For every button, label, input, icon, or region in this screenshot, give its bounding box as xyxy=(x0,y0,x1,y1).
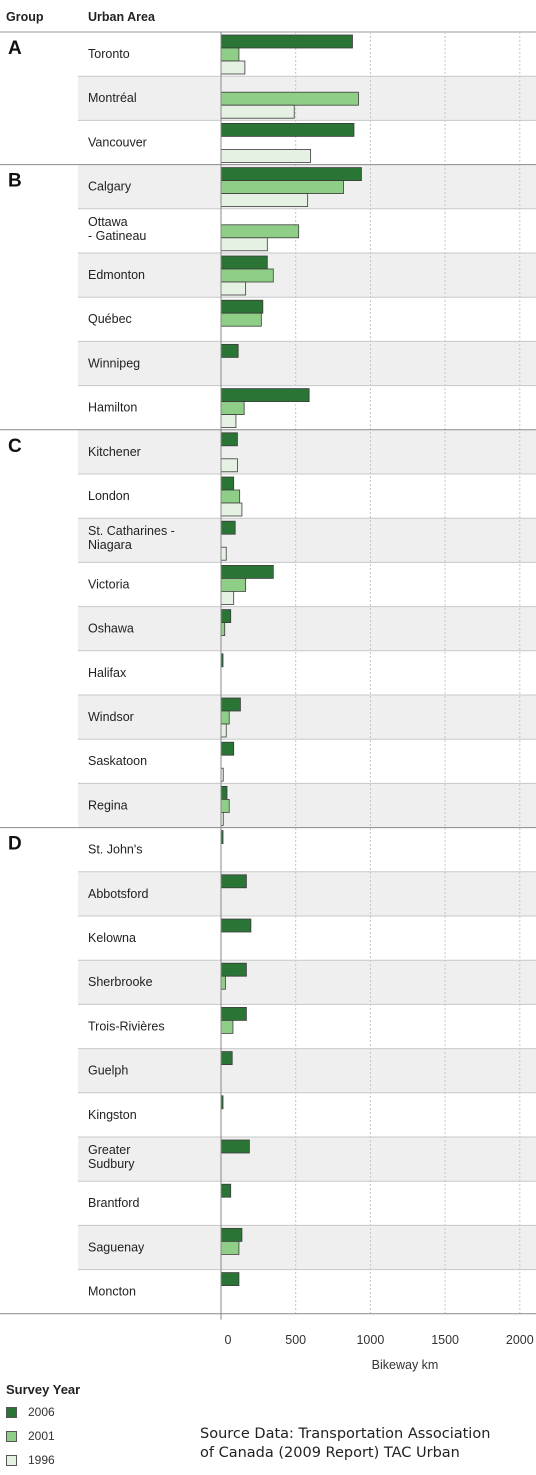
legend xyxy=(6,1382,156,1475)
row-band-guelph xyxy=(78,1049,536,1093)
area-label-montreal: Montréal xyxy=(88,91,137,106)
legend-swatch-2006 xyxy=(6,1407,17,1418)
area-label-windsor: Windsor xyxy=(88,710,134,724)
area-label-calgary: Calgary xyxy=(88,179,132,194)
area-label-guelph: Guelph xyxy=(88,1063,129,1078)
bar-victoria-2006 xyxy=(221,565,273,578)
bar-calgary-2006 xyxy=(221,168,361,181)
area-label-saskatoon: Saskatoon xyxy=(88,754,148,769)
legend-swatch-1996 xyxy=(6,1455,17,1466)
area-label-moncton: Moncton xyxy=(88,1284,136,1299)
bar-winnipeg-2006 xyxy=(221,344,238,357)
legend-label-2006: 2006 xyxy=(28,1405,55,1419)
bar-vancouver-2006 xyxy=(221,123,354,136)
bar-sherbrooke-2001 xyxy=(221,976,225,989)
legend-title: Survey Year xyxy=(6,1382,81,1397)
bar-oshawa-2001 xyxy=(221,623,225,636)
area-label-abbotsford: Abbotsford xyxy=(88,886,149,901)
bar-trois-rivieres-2006 xyxy=(221,1007,246,1020)
header-group: Group xyxy=(6,10,44,24)
bar-toronto-1996 xyxy=(221,61,245,74)
area-label-edmonton: Edmonton xyxy=(88,268,145,282)
x-axis-label: Bikeway km xyxy=(371,1357,439,1372)
group-label-C: C xyxy=(8,435,22,457)
row-band-oshawa xyxy=(78,607,536,651)
bar-edmonton-2006 xyxy=(221,256,267,269)
tick-label-1500: 1500 xyxy=(431,1332,460,1347)
area-label-greater-sudbury: Greater Sudbury xyxy=(88,1143,135,1171)
bar-kelowna-2006 xyxy=(221,919,251,932)
bar-hamilton-2001 xyxy=(221,402,244,415)
area-label-saguenay: Saguenay xyxy=(88,1240,145,1255)
bar-kitchener-2006 xyxy=(221,433,237,446)
bar-edmonton-2001 xyxy=(221,269,273,282)
area-label-victoria: Victoria xyxy=(88,577,130,592)
tick-label-0: 0 xyxy=(224,1332,232,1347)
area-label-kingston: Kingston xyxy=(88,1107,137,1122)
area-label-london: London xyxy=(88,489,130,503)
bar-toronto-2006 xyxy=(221,35,352,48)
area-label-hamilton: Hamilton xyxy=(88,400,138,415)
bar-ottawa-gatineau-2001 xyxy=(221,225,299,238)
area-label-quebec: Québec xyxy=(88,312,132,327)
bar-edmonton-1996 xyxy=(221,282,246,295)
source-line-1: Source Data: Transportation Association xyxy=(200,1426,491,1442)
area-label-halifax: Halifax xyxy=(88,665,127,680)
bar-st-catharines-niagara-2006 xyxy=(221,521,235,534)
area-label-oshawa: Oshawa xyxy=(88,621,134,636)
group-label-A: A xyxy=(8,38,22,59)
bar-oshawa-2006 xyxy=(221,610,231,623)
bar-montreal-2001 xyxy=(221,92,358,105)
area-label-brantford: Brantford xyxy=(88,1196,140,1211)
area-label-st-john-s: St. John's xyxy=(88,842,143,857)
bar-ottawa-gatineau-1996 xyxy=(221,238,267,251)
group-label-B: B xyxy=(8,170,22,192)
bar-victoria-2001 xyxy=(221,578,246,591)
area-label-sherbrooke: Sherbrooke xyxy=(88,975,153,990)
bar-victoria-1996 xyxy=(221,591,234,604)
bar-london-2001 xyxy=(221,490,240,503)
tick-label-1000: 1000 xyxy=(356,1332,385,1347)
bar-moncton-2006 xyxy=(221,1273,239,1286)
group-label-D: D xyxy=(8,833,22,855)
bar-windsor-2001 xyxy=(221,711,229,724)
bar-regina-2006 xyxy=(221,786,227,799)
bar-greater-sudbury-2006 xyxy=(221,1140,249,1153)
source-line-2: of Canada (2009 Report) TAC Urban xyxy=(200,1445,460,1461)
bar-windsor-1996 xyxy=(221,724,226,737)
tick-label-2000: 2000 xyxy=(505,1332,534,1347)
row-band-greater-sudbury xyxy=(78,1137,536,1181)
row-band-winnipeg xyxy=(78,341,536,385)
bar-saguenay-2001 xyxy=(221,1241,239,1254)
row-band-windsor xyxy=(78,695,536,739)
bar-london-1996 xyxy=(221,503,242,516)
legend-swatch-2001 xyxy=(6,1431,17,1442)
header-urban-area: Urban Area xyxy=(88,10,155,24)
area-label-kitchener: Kitchener xyxy=(88,444,141,459)
area-label-trois-rivieres: Trois-Rivières xyxy=(88,1019,165,1034)
legend-label-2001: 2001 xyxy=(28,1429,55,1443)
bar-brantford-2006 xyxy=(221,1184,231,1197)
area-label-regina: Regina xyxy=(88,798,128,813)
row-band-edmonton xyxy=(78,253,536,297)
bar-toronto-2001 xyxy=(221,48,239,61)
bar-hamilton-2006 xyxy=(221,389,309,402)
bar-st-catharines-niagara-1996 xyxy=(221,547,226,560)
bar-quebec-2006 xyxy=(221,300,263,313)
row-band-saguenay xyxy=(78,1225,536,1269)
bar-abbotsford-2006 xyxy=(221,875,246,888)
bar-sherbrooke-2006 xyxy=(221,963,246,976)
area-label-toronto: Toronto xyxy=(88,47,130,61)
bar-saskatoon-2006 xyxy=(221,742,234,755)
bar-kitchener-1996 xyxy=(221,459,237,472)
bar-calgary-2001 xyxy=(221,181,344,194)
bar-regina-2001 xyxy=(221,799,229,812)
bar-trois-rivieres-2001 xyxy=(221,1020,233,1033)
area-label-winnipeg: Winnipeg xyxy=(88,356,141,371)
source-note xyxy=(200,1425,536,1463)
bar-hamilton-1996 xyxy=(221,415,236,428)
row-band-kitchener xyxy=(78,430,536,474)
bar-quebec-2001 xyxy=(221,313,261,326)
area-label-ottawa-gatineau: Ottawa - Gatineau xyxy=(88,214,147,243)
bar-montreal-1996 xyxy=(221,105,294,118)
bar-guelph-2006 xyxy=(221,1052,232,1065)
bar-windsor-2006 xyxy=(221,698,240,711)
area-label-kelowna: Kelowna xyxy=(88,931,136,945)
area-label-st-catharines-niagara: St. Catharines -Niagara xyxy=(88,524,175,553)
area-label-vancouver: Vancouver xyxy=(88,135,147,150)
bar-calgary-1996 xyxy=(221,194,308,207)
tick-label-500: 500 xyxy=(285,1332,307,1347)
legend-label-1996: 1996 xyxy=(28,1453,55,1467)
row-band-regina xyxy=(78,783,536,827)
bar-saguenay-2006 xyxy=(221,1228,242,1241)
bar-london-2006 xyxy=(221,477,234,490)
bar-vancouver-1996 xyxy=(221,149,311,162)
